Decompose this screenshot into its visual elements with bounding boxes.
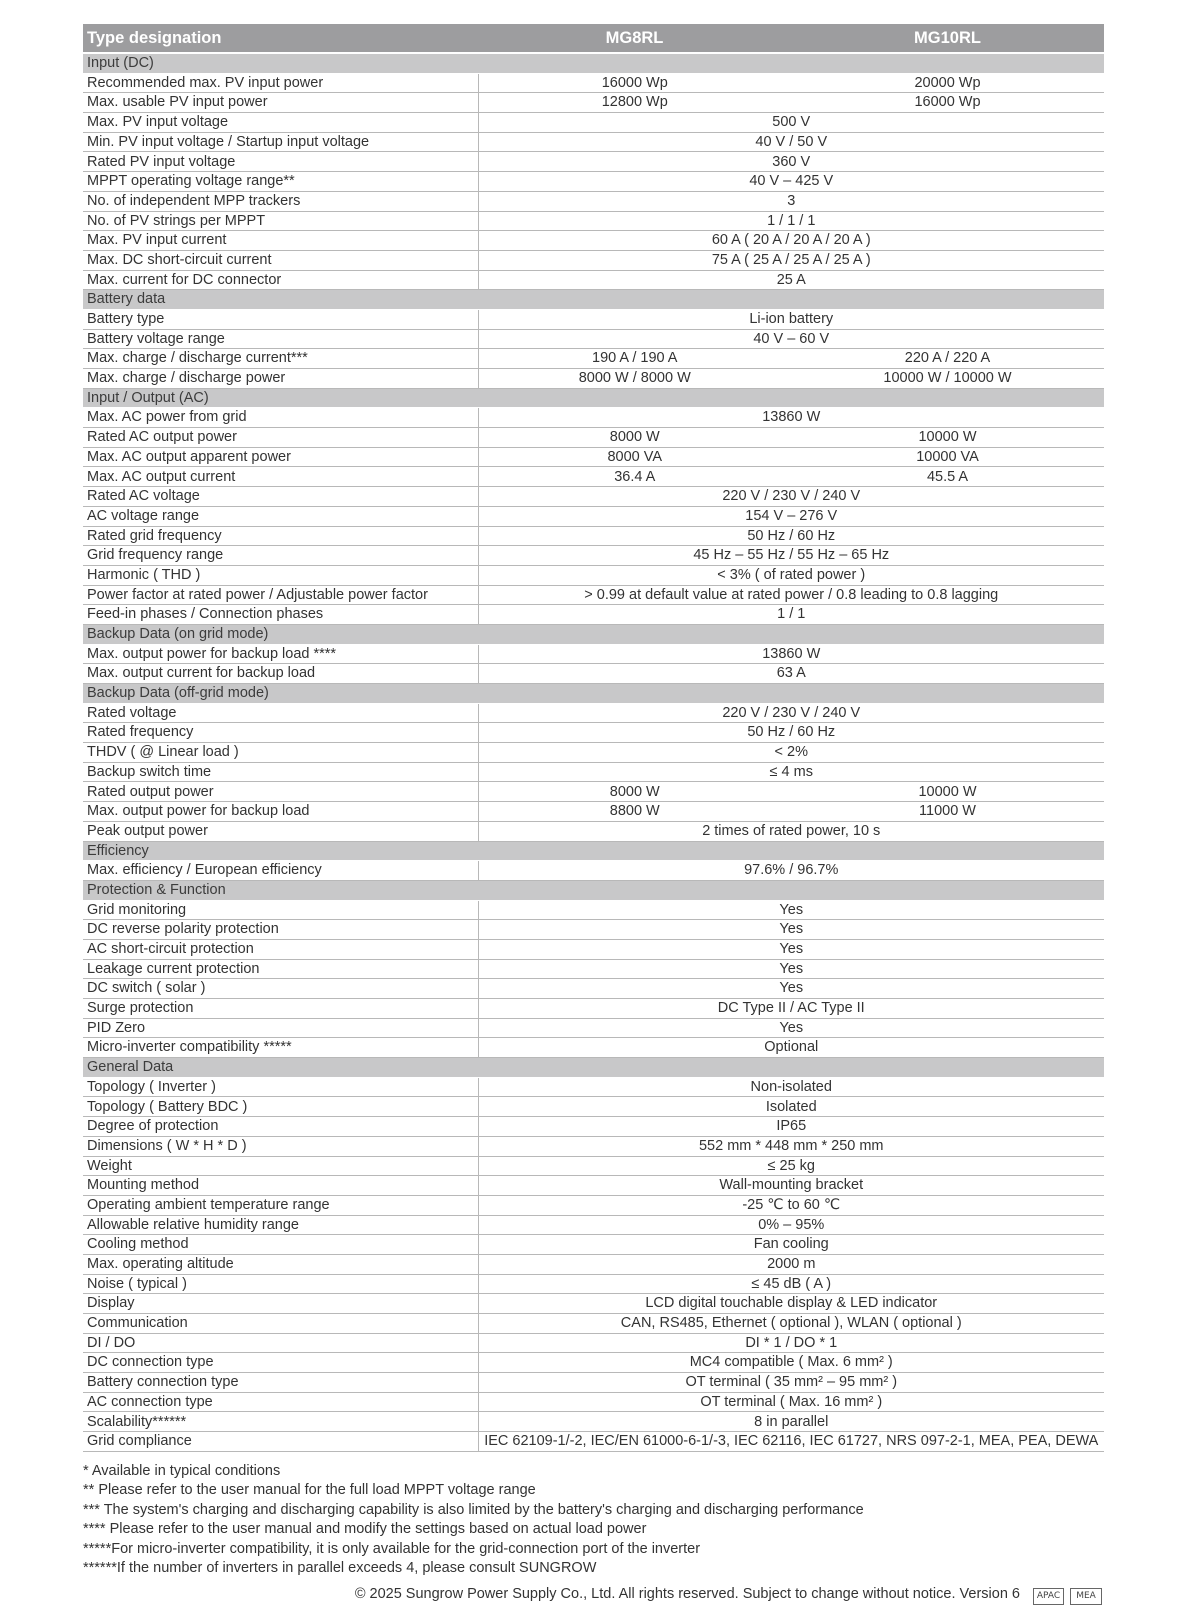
spec-value: IP65 [478,1117,1104,1137]
spec-label: Battery connection type [83,1373,478,1393]
model-mg10rl-header: MG10RL [791,24,1104,53]
spec-value-mg10rl: 10000 W [791,782,1104,802]
spec-value: -25 ℃ to 60 ℃ [478,1195,1104,1215]
spec-value-mg8rl: 16000 Wp [478,73,791,93]
spec-label: Allowable relative humidity range [83,1215,478,1235]
spec-label: THDV ( @ Linear load ) [83,743,478,763]
spec-label: Max. charge / discharge current*** [83,349,478,369]
spec-label: Display [83,1294,478,1314]
table-row [83,526,1104,546]
spec-value: 1 / 1 [478,605,1104,625]
spec-value: IEC 62109-1/-2, IEC/EN 61000-6-1/-3, IEC 62116, IEC 61727, NRS 097-2-1, MEA, PEA, DEWA [478,1432,1104,1452]
spec-value-mg10rl: 10000 W / 10000 W [791,369,1104,389]
table-row [83,802,1104,822]
table-row [83,861,1104,881]
spec-value: DI * 1 / DO * 1 [478,1333,1104,1353]
spec-label: Mounting method [83,1176,478,1196]
table-row [83,1156,1104,1176]
spec-value: 13860 W [478,408,1104,428]
spec-value: 40 V – 60 V [478,329,1104,349]
table-row [83,1215,1104,1235]
spec-label: Rated PV input voltage [83,152,478,172]
spec-label: Max. PV input voltage [83,113,478,133]
spec-label: Dimensions ( W * H * D ) [83,1136,478,1156]
table-row [83,920,1104,940]
spec-value-mg10rl: 11000 W [791,802,1104,822]
spec-value: 97.6% / 96.7% [478,861,1104,881]
spec-value-mg8rl: 8000 W [478,782,791,802]
table-row [83,743,1104,763]
section-title: Input / Output (AC) [83,388,1104,408]
section-title: General Data [83,1058,1104,1078]
section-title: Protection & Function [83,880,1104,900]
table-row [83,644,1104,664]
footnotes [83,1462,1103,1578]
spec-label: Max. charge / discharge power [83,369,478,389]
table-row [83,132,1104,152]
spec-label: Communication [83,1314,478,1334]
spec-value: 40 V / 50 V [478,132,1104,152]
spec-value: 1 / 1 / 1 [478,211,1104,231]
spec-label: Grid frequency range [83,546,478,566]
spec-label: DC reverse polarity protection [83,920,478,940]
spec-label: Grid compliance [83,1432,478,1452]
table-row [83,1373,1104,1393]
spec-value-mg10rl: 10000 W [791,428,1104,448]
spec-value: 63 A [478,664,1104,684]
spec-label: DI / DO [83,1333,478,1353]
table-row [83,113,1104,133]
table-row [83,447,1104,467]
table-row [83,329,1104,349]
spec-body [83,53,1104,1451]
spec-value: Yes [478,920,1104,940]
table-row [83,585,1104,605]
table-row [83,93,1104,113]
section-header-row [83,684,1104,704]
spec-value: 3 [478,191,1104,211]
spec-label: Operating ambient temperature range [83,1195,478,1215]
section-header-row [83,880,1104,900]
spec-table [83,24,1104,1452]
spec-value-mg8rl: 8000 W [478,428,791,448]
table-row [83,1038,1104,1058]
section-header-row [83,841,1104,861]
spec-value: Isolated [478,1097,1104,1117]
spec-label: Max. output power for backup load [83,802,478,822]
table-row [83,703,1104,723]
spec-label: No. of PV strings per MPPT [83,211,478,231]
table-row [83,1314,1104,1334]
table-row [83,1353,1104,1373]
spec-label: DC connection type [83,1353,478,1373]
spec-value-mg8rl: 8000 VA [478,447,791,467]
table-row [83,408,1104,428]
spec-label: Max. AC output current [83,467,478,487]
spec-value: 552 mm * 448 mm * 250 mm [478,1136,1104,1156]
spec-value: ≤ 45 dB ( A ) [478,1274,1104,1294]
spec-value: < 3% ( of rated power ) [478,565,1104,585]
spec-value: Li-ion battery [478,309,1104,329]
spec-value: Yes [478,1018,1104,1038]
table-row [83,349,1104,369]
table-row [83,782,1104,802]
table-header-row [83,24,1104,53]
spec-value: 50 Hz / 60 Hz [478,526,1104,546]
spec-value: 220 V / 230 V / 240 V [478,703,1104,723]
spec-value: 25 A [478,270,1104,290]
spec-label: Peak output power [83,821,478,841]
section-title: Input (DC) [83,53,1104,73]
spec-label: Degree of protection [83,1117,478,1137]
spec-value: Yes [478,939,1104,959]
spec-value-mg10rl: 10000 VA [791,447,1104,467]
spec-label: Max. output current for backup load [83,664,478,684]
spec-value: Yes [478,979,1104,999]
spec-label: Feed-in phases / Connection phases [83,605,478,625]
spec-label: Backup switch time [83,762,478,782]
spec-label: No. of independent MPP trackers [83,191,478,211]
section-header-row [83,388,1104,408]
spec-label: Micro-inverter compatibility ***** [83,1038,478,1058]
spec-value: 45 Hz – 55 Hz / 55 Hz – 65 Hz [478,546,1104,566]
model-mg8rl-header: MG8RL [478,24,791,53]
spec-label: Max. current for DC connector [83,270,478,290]
spec-value: Non-isolated [478,1077,1104,1097]
spec-value-mg10rl: 20000 Wp [791,73,1104,93]
spec-value: 40 V – 425 V [478,172,1104,192]
section-header-row [83,1058,1104,1078]
spec-label: PID Zero [83,1018,478,1038]
table-row [83,309,1104,329]
spec-label: Scalability****** [83,1412,478,1432]
table-row [83,900,1104,920]
spec-label: AC connection type [83,1392,478,1412]
table-row [83,211,1104,231]
spec-value: 8 in parallel [478,1412,1104,1432]
spec-label: Max. AC output apparent power [83,447,478,467]
section-header-row [83,290,1104,310]
table-row [83,1117,1104,1137]
spec-label: Battery voltage range [83,329,478,349]
copyright-notice: © 2025 Sungrow Power Supply Co., Ltd. All rights reserved. Subject to change without notice. Version 6 [354,1586,1020,1602]
table-row [83,231,1104,251]
table-row [83,546,1104,566]
spec-value: MC4 compatible ( Max. 6 mm² ) [478,1353,1104,1373]
table-row [83,1176,1104,1196]
spec-value: 360 V [478,152,1104,172]
spec-label: Rated frequency [83,723,478,743]
spec-label: Cooling method [83,1235,478,1255]
table-row [83,487,1104,507]
table-row [83,762,1104,782]
spec-value: 13860 W [478,644,1104,664]
footnote: *** The system's charging and discharging capability is also limited by the battery's charging and discharging performance [83,1501,864,1518]
table-row [83,428,1104,448]
section-header-row [83,53,1104,73]
spec-label: Topology ( Battery BDC ) [83,1097,478,1117]
spec-value-mg10rl: 45.5 A [791,467,1104,487]
table-row [83,605,1104,625]
spec-value: 50 Hz / 60 Hz [478,723,1104,743]
table-row [83,821,1104,841]
table-row [83,1136,1104,1156]
table-row [83,1412,1104,1432]
region-tag-apac: APAC [1033,1588,1064,1605]
spec-value: 60 A ( 20 A / 20 A / 20 A ) [478,231,1104,251]
spec-value: 2000 m [478,1254,1104,1274]
spec-label: AC short-circuit protection [83,939,478,959]
spec-value: OT terminal ( 35 mm² – 95 mm² ) [478,1373,1104,1393]
table-row [83,1432,1104,1452]
section-title: Backup Data (off-grid mode) [83,684,1104,704]
footnote: *****For micro-inverter compatibility, it is only available for the grid-connection port of the inverter [83,1540,701,1557]
spec-label: Recommended max. PV input power [83,73,478,93]
spec-value: 75 A ( 25 A / 25 A / 25 A ) [478,250,1104,270]
spec-value: Yes [478,900,1104,920]
table-row [83,999,1104,1019]
spec-label: DC switch ( solar ) [83,979,478,999]
spec-label: Topology ( Inverter ) [83,1077,478,1097]
spec-label: Noise ( typical ) [83,1274,478,1294]
spec-value-mg10rl: 220 A / 220 A [791,349,1104,369]
spec-value: 2 times of rated power, 10 s [478,821,1104,841]
spec-value: ≤ 25 kg [478,1156,1104,1176]
spec-value: Fan cooling [478,1235,1104,1255]
footnote: ******If the number of inverters in parallel exceeds 4, please consult SUNGROW [83,1560,597,1577]
spec-value: DC Type II / AC Type II [478,999,1104,1019]
table-row [83,959,1104,979]
spec-label: AC voltage range [83,506,478,526]
spec-value: 500 V [478,113,1104,133]
spec-value: 220 V / 230 V / 240 V [478,487,1104,507]
section-title: Battery data [83,290,1104,310]
spec-value: 0% – 95% [478,1215,1104,1235]
table-row [83,565,1104,585]
spec-value: LCD digital touchable display & LED indicator [478,1294,1104,1314]
footnote: * Available in typical conditions [83,1463,281,1479]
table-row [83,152,1104,172]
table-row [83,506,1104,526]
table-row [83,1018,1104,1038]
table-row [83,723,1104,743]
spec-label: Max. output power for backup load **** [83,644,478,664]
table-row [83,250,1104,270]
table-row [83,369,1104,389]
spec-label: Max. usable PV input power [83,93,478,113]
spec-value: > 0.99 at default value at rated power / 0.8 leading to 0.8 lagging [478,585,1104,605]
spec-label: Surge protection [83,999,478,1019]
spec-value: Yes [478,959,1104,979]
spec-value-mg10rl: 16000 Wp [791,93,1104,113]
table-row [83,270,1104,290]
section-header-row [83,624,1104,644]
spec-label: Weight [83,1156,478,1176]
spec-value-mg8rl: 190 A / 190 A [478,349,791,369]
spec-label: Power factor at rated power / Adjustable power factor [83,585,478,605]
table-row [83,1294,1104,1314]
table-row [83,979,1104,999]
spec-label: Max. AC power from grid [83,408,478,428]
spec-value: < 2% [478,743,1104,763]
spec-label: Rated AC voltage [83,487,478,507]
region-tag-mea: MEA [1070,1588,1102,1605]
table-row [83,1097,1104,1117]
spec-label: Max. PV input current [83,231,478,251]
table-row [83,1274,1104,1294]
spec-value-mg8rl: 8000 W / 8000 W [478,369,791,389]
spec-value: 154 V – 276 V [478,506,1104,526]
table-row [83,73,1104,93]
spec-value: Wall-mounting bracket [478,1176,1104,1196]
footnote: **** Please refer to the user manual and modify the settings based on actual load power [83,1521,647,1538]
spec-value-mg8rl: 8800 W [478,802,791,822]
spec-label: Max. efficiency / European efficiency [83,861,478,881]
table-row [83,664,1104,684]
spec-label: Leakage current protection [83,959,478,979]
table-row [83,172,1104,192]
section-title: Efficiency [83,841,1104,861]
spec-value: Optional [478,1038,1104,1058]
type-designation-header: Type designation [83,24,478,53]
table-row [83,1195,1104,1215]
table-row [83,191,1104,211]
spec-label: Min. PV input voltage / Startup input voltage [83,132,478,152]
table-row [83,1254,1104,1274]
spec-value-mg8rl: 36.4 A [478,467,791,487]
spec-value: ≤ 4 ms [478,762,1104,782]
spec-label: Rated grid frequency [83,526,478,546]
footnote: ** Please refer to the user manual for the full load MPPT voltage range [83,1482,536,1499]
spec-value: CAN, RS485, Ethernet ( optional ), WLAN ( optional ) [478,1314,1104,1334]
spec-label: Rated AC output power [83,428,478,448]
section-title: Backup Data (on grid mode) [83,624,1104,644]
table-row [83,1077,1104,1097]
table-row [83,467,1104,487]
table-row [83,1392,1104,1412]
spec-label: Rated voltage [83,703,478,723]
spec-label: Rated output power [83,782,478,802]
spec-value: OT terminal ( Max. 16 mm² ) [478,1392,1104,1412]
table-row [83,1333,1104,1353]
spec-label: Max. operating altitude [83,1254,478,1274]
spec-label: Battery type [83,309,478,329]
spec-value-mg8rl: 12800 Wp [478,93,791,113]
spec-label: MPPT operating voltage range** [83,172,478,192]
spec-label: Harmonic ( THD ) [83,565,478,585]
table-row [83,939,1104,959]
spec-label: Max. DC short-circuit current [83,250,478,270]
spec-label: Grid monitoring [83,900,478,920]
table-row [83,1235,1104,1255]
